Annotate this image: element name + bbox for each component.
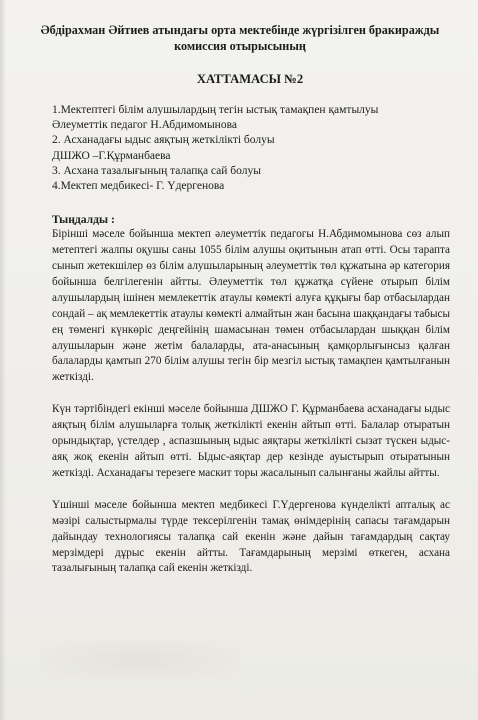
document-heading: [32, 22, 448, 54]
paragraph-second-issue: Күн тәртібіндегі екінші мәселе бойынша ДШЖО Г. Құрманбаева асханадағы ыдыс аяқтың білім алушыларға толық жеткілікті екенін айтып өтті. Балалар отыратын орындықтар, үстелдер , аспазшының ыдыс аяқтары жеткілікті сызат түскен ыдыс-аяқ жоқ екенін айтып өтті. Ыдыс-аяқтар дер кезінде ауыстырып отыратынын жеткізді. Асханадағы терезеге маскит торы жасалынып салынғаны жайлы айтты.: [52, 403, 450, 479]
listened-label: Тыңдалды :: [52, 213, 115, 227]
heading-line-1: Әбдірахман Әйтиев атындағы орта мектебінде жүргізілген бракиражды: [40, 23, 440, 37]
heading-line-2: комиссия отырысының: [174, 39, 306, 53]
agenda-item: 3. Асхана тазалығының талапқа сай болуы: [52, 164, 261, 177]
paragraph-first-issue: Бірінші мәселе бойынша мектеп әлеуметтік педагогы Н.Абдимомынова сөз алып метептегі жалпы оқушы саны 1055 білім алушы оқитынын атап өтті. Осы тарапта сынып жетекшілер өз білім алушыларының әлеуметтік төл құжатына әр категория бойынша белгілегенін айтты. Әлеуметтік төл құжатқа сүйене отырып білім алушылардың ішінен мемлекеттік атаулы көмекті алуға құқығы бар отбасылардан сондай – ақ мемлекеттік атаулы көмекті алмайтын жан басына шаққандағы табысы ең төменгі күнкөріс деңгейінің шамасынан төмен отбасылардан шыққан білім алушыларын және жетім балаларды, ата-анасының қамқорлығынсыз қалған балаларды қамтып 270 білім алушы тегін бір мезгіл ыстық тамақпен қамтылғанын жеткізді.: [52, 228, 450, 384]
paragraph-third-issue: Үшінші мәселе бойынша мектеп медбикесі Г.Үдергенова күнделікті апталық ас мәзірі салыстырмалы түрде тексерілгенін тамақ өнімдерінің сапасы тағамдарын дайындау технологиясы талапқа сай екенін және дайын тағамдардың сақтау мерзімдері дұрыс екенін айтты. Тағамдарының мерзімі өткеген, асхана тазалығының талапқа сай екенін жеткізді.: [52, 498, 450, 575]
agenda-list: [52, 103, 448, 194]
scan-smudge: [40, 640, 240, 680]
scan-edge-shadow: [0, 0, 6, 720]
agenda-item: 4.Мектеп медбикесі- Г. Үдергенова: [52, 180, 225, 193]
protocol-title: ХАТТАМАСЫ №2: [196, 72, 304, 86]
agenda-item: 2. Асханадағы ыдыс аяқтың жеткілікті болуы: [52, 134, 275, 147]
agenda-item: ДШЖО –Г.Құрманбаева: [52, 149, 171, 162]
agenda-item: 1.Мектептегі білім алушылардың тегін ыстық тамақпен қамтылуы: [52, 104, 379, 116]
agenda-item: Әлеуметтік педагог Н.Абдимомынова: [52, 119, 237, 132]
